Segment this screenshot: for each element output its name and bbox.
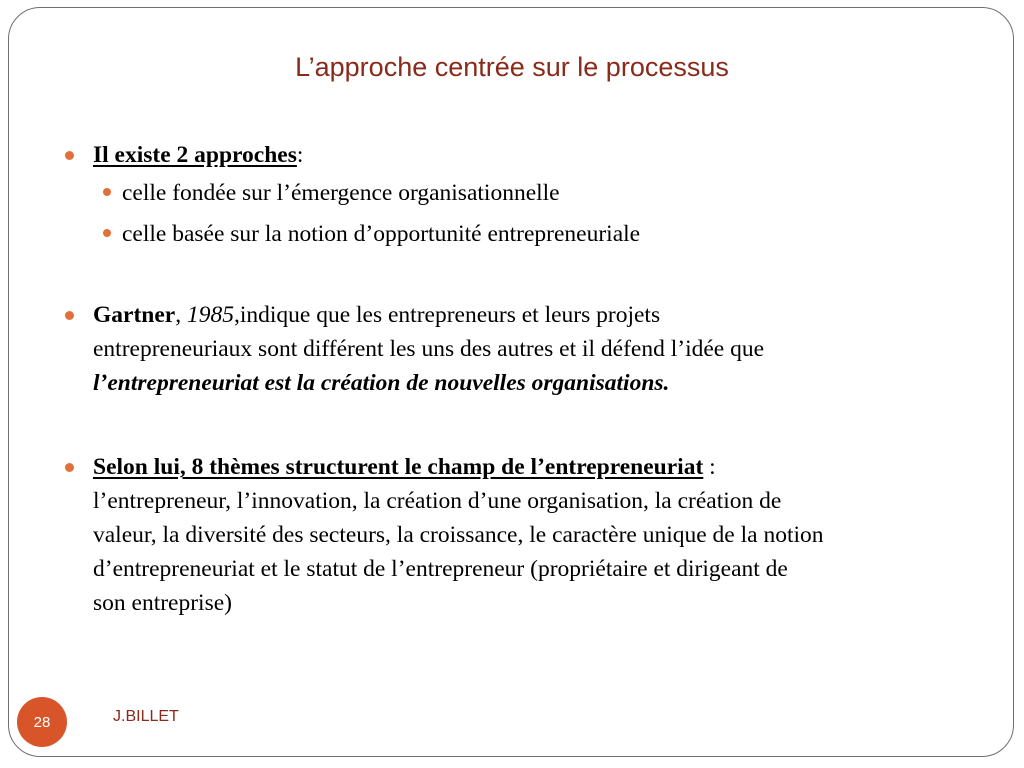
bullet-2-text-1: ,indique que les entrepreneurs et leurs projets: [233, 302, 661, 328]
footer-author: J.BILLET: [113, 708, 179, 725]
bullet-icon: [65, 463, 74, 472]
bullet-icon: [103, 229, 111, 237]
bullet-1-colon: :: [296, 142, 304, 168]
bullet-3-line-5: son entreprise): [93, 590, 232, 616]
bullet-3-line-4: d’entrepreneuriat et le statut de l’entrepreneur (propriétaire et dirigeant de: [93, 556, 788, 582]
slide-title: L’approche centrée sur le processus: [295, 52, 729, 82]
bullet-icon: [65, 151, 74, 160]
bullet-2-author: Gartner: [93, 302, 176, 328]
bullet-2-quote: l’entrepreneuriat est la création de nouvelles organisations.: [93, 370, 670, 396]
bullet-1: [93, 138, 303, 172]
bullet-2-line-2: entrepreneuriaux sont différent les uns des autres et il défend l’idée que: [93, 336, 765, 362]
bullet-1-heading: Il existe 2 approches: [93, 142, 297, 168]
bullet-3-colon: :: [703, 454, 716, 480]
bullet-3-line-2: l’entrepreneur, l’innovation, la création d’une organisation, la création de: [93, 488, 782, 514]
bullet-3-line-3: valeur, la diversité des secteurs, la croissance, le caractère unique de la notion: [93, 522, 824, 548]
bullet-icon: [65, 311, 74, 320]
bullet-2-year: 1985: [186, 302, 234, 328]
page-number-badge: 28: [17, 697, 67, 747]
bullet-3-heading: Selon lui, 8 thèmes structurent le champ de l’entrepreneuriat: [93, 454, 704, 480]
bullet-icon: [103, 188, 111, 196]
bullet-2-line-1: [93, 298, 660, 332]
sub-bullet-2: celle basée sur la notion d’opportunité entrepreneuriale: [122, 221, 641, 247]
bullet-3-line-1: [93, 450, 716, 484]
bullet-2-sep: ,: [175, 302, 187, 328]
sub-bullet-1: celle fondée sur l’émergence organisationnelle: [122, 180, 560, 206]
